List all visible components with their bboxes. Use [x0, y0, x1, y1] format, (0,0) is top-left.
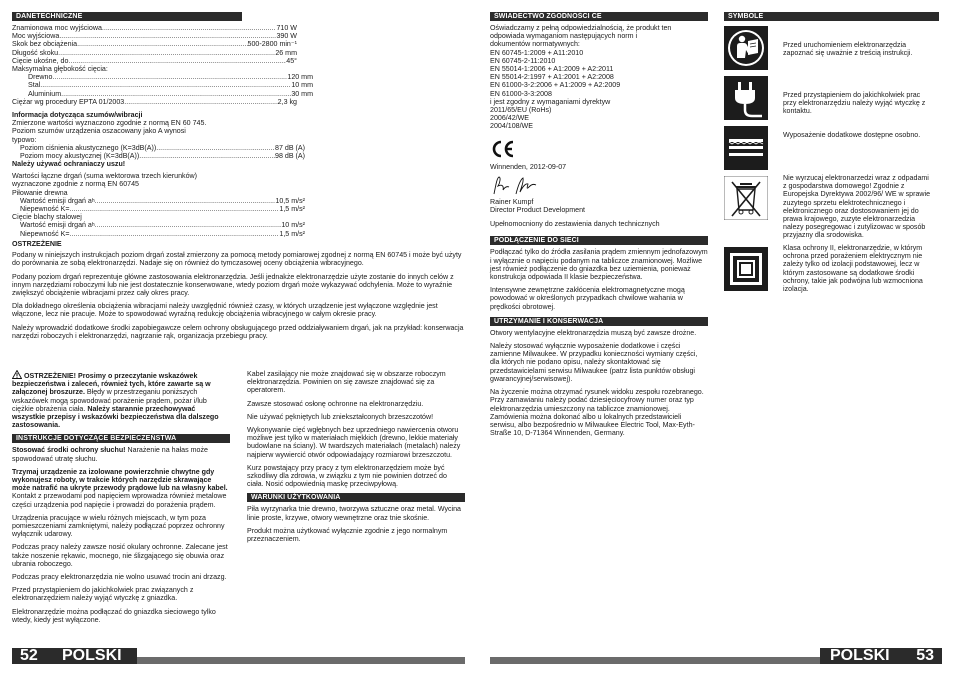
maint-p2: Należy stosować wyłącznie wyposażenie dodatkowe i części zamienne Milwaukee. W przypadku konieczności wymiany części, dla których nie podano opisu, należy skontaktować się przedstawicielami serwisu Milwaukee (patrz lista punktów obsługi gwarancyjnej/serwisowej). — [490, 342, 698, 383]
unplug-icon — [724, 76, 768, 120]
dot-leader — [59, 32, 276, 40]
dot-leader — [139, 152, 275, 160]
accessory-icon — [724, 126, 768, 170]
conformity-line: EN 55014-2:1997 + A1:2001 + A2:2008 — [490, 73, 614, 82]
spec-row — [12, 230, 305, 238]
right-footer-gray — [490, 657, 820, 664]
ce-mark — [490, 139, 708, 161]
conformity-line: EN 61000-3-2:2006 + A1:2009 + A2:2009 — [490, 81, 621, 90]
signer-role: Director Product Development — [490, 206, 586, 215]
symbol-text-4: Nie wyrzucaj elektronarzedzi wraz z odpadami z gospodarstwa domowego! Zgodnie z Europejska Dyrektywa 2002/96/ WE w sprawie zuzytego sprzetu elektrotechnicznego i elektronicznego oraz dostosowaniem jej do prawa krajowego, zuzyte elektronarzedzia nalezy posegregowac i zutylizowac w sposób przyjazny dla srodowiska. — [783, 174, 931, 240]
spec-row — [12, 90, 313, 98]
warning-triangle-icon — [12, 370, 22, 379]
safety-p7: Elektronarzędzie można podłączać do gniazdka sieciowego tylko wtedy, kiedy jest wyłączone. — [12, 607, 216, 624]
spec-subscript: h — [91, 197, 95, 204]
right-page — [477, 0, 954, 677]
conformity-line: 2004/108/WE — [490, 122, 533, 131]
class-ii-icon — [724, 247, 768, 291]
spec-value: 87 dB (A) — [275, 143, 305, 152]
language-right: POLSKI — [830, 647, 890, 664]
spec-row — [12, 197, 305, 205]
conformity-header: ŚWIADECTWO ZGODNOŚCI CE — [490, 12, 708, 21]
symbol-read-manual — [724, 26, 934, 72]
mid-p3: Nie używać pękniętych lub zniekształconych brzeszczotów! — [247, 412, 434, 421]
safety-p2 — [12, 468, 230, 509]
spec-row — [12, 32, 297, 40]
signer-name: Rainer Kumpf — [490, 197, 534, 206]
dot-leader — [70, 205, 280, 213]
warning-p2: Podany poziom drgań reprezentuje główne zastosowania elektronarzędzia. Jeśli jednakże elektronarzędzie użyte zostanie do innych celów z innym narzędziami roboczymi lub nie jest dostatecznie konserwowane, wtedy poziom drgań może wykazywać odchylenia. Może to wyraźnie zwiększyć obciążenie wibracjami przez cały okres pracy. — [12, 272, 454, 298]
conformity-line: EN 61000-3-3:2008 — [490, 89, 552, 98]
maint-p3: Na życzenie można otrzymać rysunek widoku zespołu rozebranego. Przy zamawianiu należy podać dziesięciocyfrowy numer oraz typ elektronarzędzia umieszczony na tabliczce znamionowej. Zamówienia można dokonać albo u lokalnych przedstawicieli serwisu, albo bezpośrednio w Milwaukee Electric Tool, Max-Eyth-Straße 10, D-71364 Winnenden, Germany. — [490, 388, 704, 438]
spec-label: Drewno — [28, 73, 53, 82]
safety-p4: Podczas pracy należy zawsze nosić okulary ochronne. Zalecane jest także noszenie rękawic, mocnego, nie ślizgającego się obuwia oraz ubrania roboczego. — [12, 543, 228, 568]
mid-p5: Kurz powstający przy pracy z tym elektronarzędziem może być szkodliwy dla zdrowia, w związku z tym nie powinien dotrzeć do ciała. Nosić odpowiednią maskę przeciwpyłową. — [247, 463, 447, 489]
dot-leader — [40, 81, 291, 89]
spec-label: Skok bez obciążenia — [12, 40, 78, 49]
spec-value: 45° — [286, 56, 297, 65]
conformity-line: Oświadczamy z pełną odpowiedzialnością, że produkt ten — [490, 24, 672, 32]
spec-label: Stal — [28, 81, 41, 90]
dot-leader — [61, 90, 291, 98]
depth-title: Maksymalna głębokość cięcia: — [12, 64, 108, 73]
vibration-warning — [12, 240, 464, 345]
conformity-line: 2006/42/WE — [490, 114, 530, 123]
spec-row — [12, 144, 305, 152]
conformity-line: 2011/65/EU (RoHs) — [490, 106, 552, 115]
steel-title: Cięcie blachy stalowej — [12, 213, 82, 222]
language-left: POLSKI — [62, 647, 122, 664]
dot-leader — [70, 230, 280, 238]
mid-p2: Zawsze stosować osłonę ochronne na elektronarzędziu. — [247, 399, 424, 408]
maint-header: UTRZYMANIE I KONSERWACJA — [490, 317, 708, 326]
spec-label: Niepewność K= — [20, 229, 70, 238]
spec-value: 26 mm — [275, 48, 297, 57]
safety-p2-bold: Trzymaj urządzenie za izolowane powierzchnie chwytne gdy wykonujesz roboty, w trakcie których narzędzie skrawające może natrafić na ukryte przewody prądowe lub na własny kabel. — [12, 467, 228, 493]
mid-p1: Kabel zasilający nie może znajdować się w obszarze roboczym elektronarzędzia. Powinien on się zawsze znajdować się za operatorem. — [247, 370, 446, 395]
symbol-text-5: Klasa ochrony II, elektronarzędzie, w którym ochrona przed porażeniem elektrycznym nie zależy tylko od izolacji podstawowej, lecz w którym zastosowane są dodatkowe środki ochrony, takie jak podwójna lub wzmocniona izolacja. — [783, 244, 923, 294]
dot-leader — [95, 221, 282, 229]
safety-p1-bold: Stosować środki ochrony słuchu! — [12, 446, 126, 455]
spec-subscript: h — [91, 222, 95, 229]
spec-label: Poziom mocy akustycznej (K=3dB(A)) — [20, 151, 140, 160]
symbol-unplug — [724, 76, 934, 122]
safety-p2-text: Kontakt z przewodami pod napięciem wprowadza również metalowe części urządzenia pod napięcie i prowadzi do porażenia prądem. — [12, 492, 227, 509]
noise-text2: Poziom szumów urządzenia oszacowany jako A wynosi — [12, 127, 186, 136]
authorized-note: Upełnomocniony do zestawienia danych technicznych — [490, 220, 660, 229]
spec-row — [12, 205, 305, 213]
read-manual-icon — [724, 26, 768, 70]
spec-value: 2,3 kg — [277, 97, 297, 106]
left-footer — [12, 648, 137, 664]
symbol-text-3: Wyposażenie dodatkowe dostępne osobno. — [783, 131, 921, 139]
dot-leader — [68, 57, 286, 65]
ce-mark-icon — [490, 139, 516, 159]
weee-bin-icon — [724, 176, 768, 220]
noise-title: Informacja dotycząca szumów/wibracji — [12, 110, 143, 119]
safety-header: INSTRUKCJE DOTYCZĄCE BEZPIECZEŃSTWA — [12, 434, 230, 443]
safety-p5: Podczas pracy elektronarzędzia nie wolno usuwać trocin ani drzazg. — [12, 573, 227, 582]
vib-text1: Wartości łączne drgań (suma wektorowa trzech kierunków) — [12, 172, 198, 181]
mid-column — [247, 370, 465, 548]
tech-data-section — [12, 12, 330, 238]
spec-value: 500-2800 min⁻¹ — [247, 40, 297, 49]
spec-value: 10,5 m/s² — [275, 196, 305, 205]
spec-value: 1,5 m/s² — [279, 229, 305, 238]
symbol-weee — [724, 174, 934, 244]
dot-leader — [77, 40, 247, 48]
mid-p4: Wykonywanie cięć wgłębnych bez uprzedniego nawiercenia otworu możliwe jest tylko w materiałach miękkich (drewno, lekkie materiały budowlane na ściany). W twardszych materiałach (metalach) należy najpierw wywiercić otwór odpowiadający rozmiarowi brzeszczotu. — [247, 426, 461, 459]
conformity-line: dokumentów normatywnych: — [490, 40, 580, 49]
dot-leader — [52, 73, 287, 81]
wood-title: Piłowanie drewna — [12, 188, 68, 197]
safety-p3: Urządzenia pracujące w wielu różnych miejscach, w tym poza pomieszczeniami zamkniętymi, należy podłączać poprzez ochronny wyłącznik udarowy. — [12, 513, 225, 539]
spec-label: Cięcie ukośne, do — [12, 56, 69, 65]
spec-value: 710 W — [276, 24, 297, 32]
spec-row — [12, 81, 313, 89]
spec-row — [12, 24, 297, 32]
signature-icon — [490, 174, 550, 198]
symbol-accessory — [724, 126, 934, 172]
warning-p1: Podany w niniejszych instrukcjach poziom drgań został zmierzony za pomocą metody pomiarowej zgodnej z normą EN 60745 i może być użyty do porównania ze sobą elektronarzędzi. Nadaje się on również do tymczasowej oceny obciążenia wibracyjnego. — [12, 251, 462, 268]
spec-value: 10 mm — [291, 81, 313, 90]
spec-label: Wartość emisji drgań a — [20, 196, 92, 205]
use-p1: Piła wyrzynarka tnie drewno, tworzywa sztuczne oraz metal. Wycina linie proste, krzywe, otwory wewnętrzne oraz tnie skośnie. — [247, 505, 462, 522]
spec-label: Moc wyjściowa — [12, 32, 60, 41]
maint-p1: Otwory wentylacyjne elektronarzędzia muszą być zawsze drożne. — [490, 328, 697, 337]
ear-protection-note: Należy używać ochraniaczy uszu! — [12, 160, 126, 169]
symbol-text-2: Przed przystąpieniem do jakichkolwiek prac przy elektronarzędziu należy wyjąć wtyczkę z kontaktu. — [783, 91, 926, 116]
conformity-line: i jest zgodny z wymaganiami dyrektyw — [490, 97, 611, 106]
symbol-class-ii — [724, 244, 934, 304]
place-date: Winnenden, 2012-09-07 — [490, 162, 567, 171]
spec-label: Wartość emisji drgań a — [20, 221, 92, 230]
spec-row — [12, 40, 297, 48]
dot-leader — [102, 24, 277, 32]
spec-row — [12, 49, 297, 57]
dot-leader — [95, 197, 276, 205]
spec-row — [12, 221, 305, 229]
spec-value: 1,5 m/s² — [279, 205, 305, 214]
warning-p3: Dla dokładnego określenia obciążenia wibracjami należy uwzględnić również czasy, w których urządzenie jest wyłączone względnie jest włączone, lecz nie pracuje. Może to spowodować wyraźną redukcję obciążenia wibracyjnego w całym okresie pracy. — [12, 302, 438, 319]
spec-value: 30 mm — [291, 89, 313, 98]
spec-row — [12, 73, 313, 81]
right-footer — [820, 648, 942, 664]
conformity-column — [490, 12, 708, 442]
symbol-text-1: Przed uruchomieniem elektronarzędzia zapoznać się uważnie z treścią instrukcji. — [783, 41, 913, 58]
safety-p6: Przed przystąpieniem do jakichkolwiek prac związanych z elektronarzędziem należy wyjąć wtyczkę z gniazdka. — [12, 586, 194, 603]
spec-label: Znamionowa moc wyjściowa — [12, 24, 102, 32]
tech-data-header: DANETECHNICZNE — [12, 12, 242, 21]
noise-text1: Zmierzone wartości wyznaczono zgodnie z normą EN 60 745. — [12, 119, 207, 128]
dot-leader — [58, 49, 275, 57]
warning-title: OSTRZEŻENIE — [12, 240, 62, 248]
page-number-left: 52 — [20, 647, 38, 664]
use-p2: Produkt można użytkować wyłącznie zgodnie z jego normalnym przeznaczeniem. — [247, 526, 448, 544]
mains-p1: Podłączać tylko do źródła zasilania prądem zmiennym jednofazowym i wyłącznie o napięciu podanym na tabliczce znamionowej. Możliwe jest również podłączenie do gniazdka bez uziemienia, ponieważ konstrukcja odpowiada II klasie bezpieczeństwa. — [490, 248, 708, 282]
spec-row — [12, 98, 297, 106]
symbols-header: SYMBOLE — [724, 12, 939, 21]
safety-column — [12, 370, 230, 629]
conformity-line: EN 60745-2-11:2010 — [490, 56, 556, 65]
dot-leader — [156, 144, 275, 152]
spec-row — [12, 57, 297, 65]
left-footer-gray — [137, 657, 465, 664]
spec-row — [12, 152, 305, 160]
spec-label: Aluminium — [28, 89, 62, 98]
alert-bold: OSTRZEŻENIE! Prosimy o przeczytanie wskazówek bezpieczeństwa i zaleceń, również tych, które zawarte są w załączonej broszurze. — [12, 372, 211, 397]
noise-text3: typowo: — [12, 135, 37, 144]
spec-value: 390 W — [276, 32, 297, 41]
vib-text2: wyznaczone zgodnie z normą EN 60745 — [12, 180, 139, 189]
dot-leader — [124, 98, 277, 106]
conformity-line: EN 55014-1:2006 + A1:2009 + A2:2011 — [490, 65, 614, 74]
conformity-line: odpowiada wymaganiom następujących norm i — [490, 32, 638, 41]
spec-label: Długość skoku — [12, 48, 59, 57]
spec-value: 10 m/s² — [281, 221, 305, 230]
warning-p4: Należy wprowadzić dodatkowe środki zapobiegawcze celem ochrony obsługującego przed oddziaływaniem drgań, jak na przykład: konserwacja narzędzi roboczych i elektronarzędzi, nagrzanie rąk, organizacja przebiegu pracy. — [12, 323, 464, 340]
spec-label: Ciężar wg procedury EPTA 01/2003 — [12, 97, 125, 106]
spec-value: 120 mm — [287, 73, 313, 82]
symbols-column — [724, 12, 939, 632]
use-header: WARUNKI UŻYTKOWANIA — [247, 493, 465, 502]
safety-alert — [12, 370, 230, 429]
safety-p1 — [12, 446, 230, 462]
alert-bold2: Należy starannie przechowywać wszystkie przepisy i wskazówki bezpieczeństwa dla dalszego zastosowania. — [12, 404, 219, 430]
mains-header: PODŁĄCZENIE DO SIECI — [490, 236, 708, 245]
conformity-line: EN 60745-1:2009 + A11:2010 — [490, 48, 584, 57]
alert-normal: Błędy w przestrzeganiu poniższych wskazówek mogą spowodować porażenie prądem, pożar i/lub ciężkie obrażenia ciała. — [12, 388, 207, 413]
signature — [490, 174, 708, 198]
mains-p2: Intensywne zewnętrzne zakłócenia elektromagnetyczne mogą powodować w określonych przypadkach chwilowe wahania w prędkości obrotowej. — [490, 286, 685, 311]
page-number-right: 53 — [916, 647, 934, 664]
spec-value: 98 dB (A) — [275, 151, 305, 160]
spec-label: Niepewność K= — [20, 205, 70, 214]
safety-p1-text: Narażenie na hałas może spowodować utratę słuchu. — [12, 446, 208, 463]
spec-label: Poziom ciśnienia akustycznego (K=3dB(A)) — [20, 143, 157, 152]
